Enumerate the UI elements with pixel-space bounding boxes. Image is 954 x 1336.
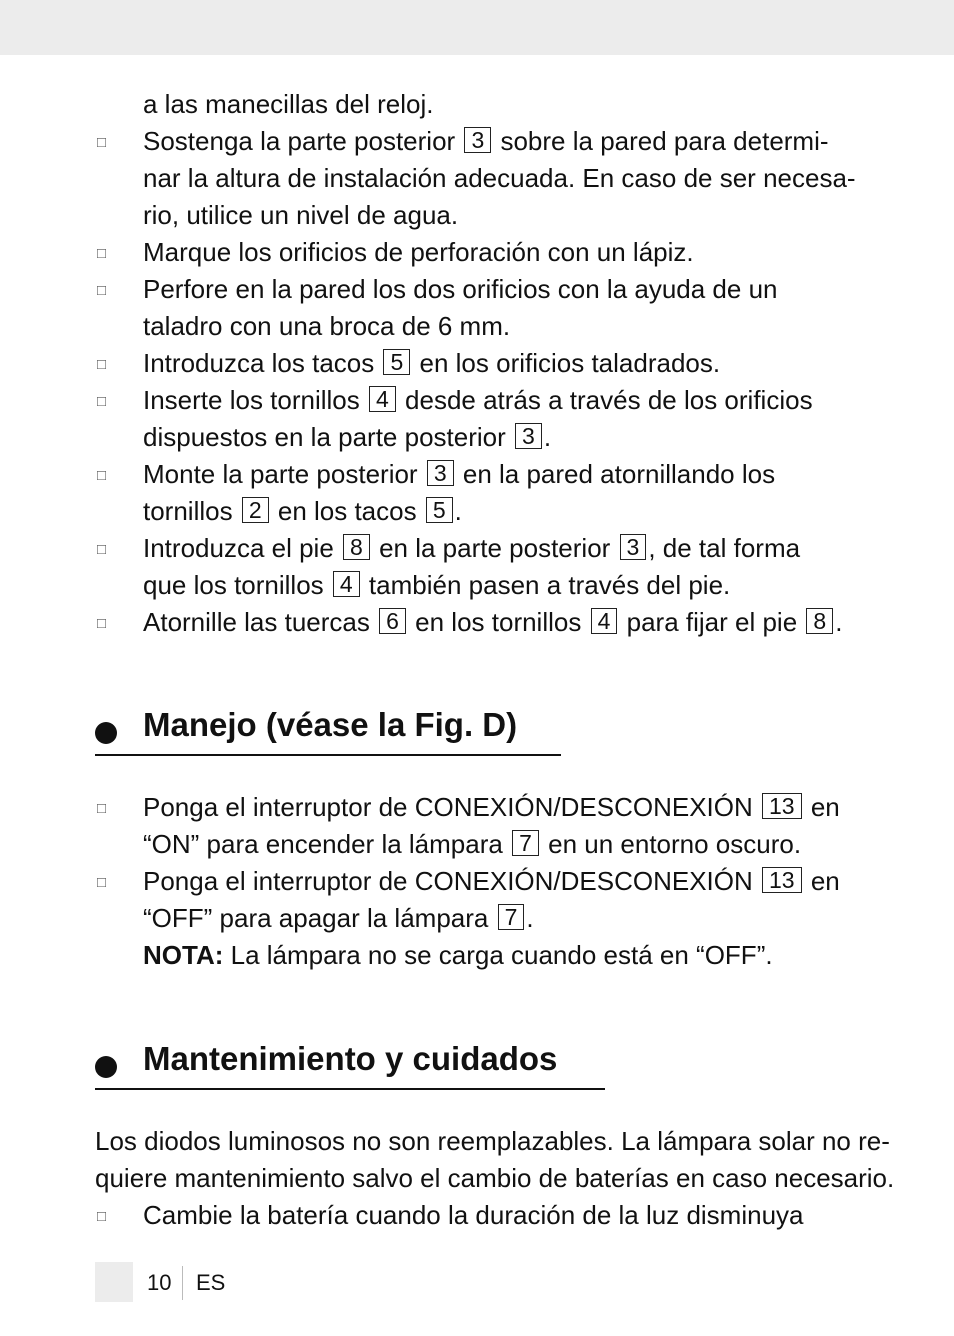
note-label: NOTA: — [143, 940, 224, 970]
page-header-band — [0, 0, 954, 55]
text-line: Inserte los tornillos 4 desde atrás a través de los orificios — [143, 385, 813, 415]
part-ref: 3 — [464, 127, 491, 153]
part-ref: 7 — [498, 904, 525, 930]
section-title: Manejo (véase la Fig. D) — [143, 706, 518, 743]
checkbox-bullet — [97, 876, 111, 890]
part-ref: 4 — [369, 386, 396, 412]
checkbox-bullet — [97, 395, 111, 409]
text-line: tornillos 2 en los tacos 5 . — [143, 496, 462, 526]
text-line: Sostenga la parte posterior 3 sobre la pared para determi- — [143, 126, 829, 156]
language-code: ES — [196, 1270, 226, 1295]
text-line: Introduzca los tacos 5 en los orificios taladrados. — [143, 348, 721, 378]
note-line: NOTA: La lámpara no se carga cuando está en “OFF”. — [143, 940, 773, 970]
checkbox-bullet — [97, 543, 111, 557]
text-line: Monte la parte posterior 3 en la pared atornillando los — [143, 459, 776, 489]
text-line: Cambie la batería cuando la duración de la luz disminuya — [143, 1200, 804, 1230]
part-ref: 4 — [591, 608, 618, 634]
section-title: Mantenimiento y cuidados — [143, 1040, 558, 1077]
heading-bullet-icon — [95, 722, 117, 744]
checkbox-bullet — [97, 617, 111, 631]
part-ref: 4 — [333, 571, 360, 597]
section-heading-manejo — [95, 706, 561, 756]
text-line: Ponga el interruptor de CONEXIÓN/DESCONEXIÓN 13 en — [143, 866, 840, 896]
part-ref: 3 — [515, 423, 542, 449]
footer-divider — [182, 1266, 183, 1300]
checkbox-bullet — [97, 247, 111, 261]
part-ref: 3 — [620, 534, 647, 560]
text-line: rio, utilice un nivel de agua. — [143, 200, 459, 230]
part-ref: 8 — [806, 608, 833, 634]
section-heading-mantenimiento — [95, 1040, 605, 1090]
part-ref: 7 — [512, 830, 539, 856]
text-line: Perfore en la pared los dos orificios con la ayuda de un — [143, 274, 778, 304]
footer-marker — [95, 1262, 133, 1302]
text-line: Ponga el interruptor de CONEXIÓN/DESCONEXIÓN 13 en — [143, 792, 840, 822]
text-line: dispuestos en la parte posterior 3 . — [143, 422, 552, 452]
part-ref: 2 — [242, 497, 269, 523]
page-number: 10 — [147, 1270, 172, 1295]
checkbox-bullet — [97, 802, 111, 816]
paragraph-line: Los diodos luminosos no son reemplazables. La lámpara solar no re- — [95, 1126, 890, 1156]
part-ref: 5 — [383, 349, 410, 375]
text-line: a las manecillas del reloj. — [143, 89, 434, 119]
text-line: nar la altura de instalación adecuada. En caso de ser necesa- — [143, 163, 856, 193]
text-line: que los tornillos 4 también pasen a través del pie. — [143, 570, 731, 600]
checkbox-bullet — [97, 469, 111, 483]
text-line: Atornille las tuercas 6 en los tornillos 4 para fijar el pie 8 . — [143, 607, 843, 637]
heading-bullet-icon — [95, 1056, 117, 1078]
part-ref: 13 — [762, 867, 802, 893]
text-line: Marque los orificios de perforación con un lápiz. — [143, 237, 694, 267]
text-line: taladro con una broca de 6 mm. — [143, 311, 511, 341]
part-ref: 13 — [762, 793, 802, 819]
checkbox-bullet — [97, 136, 111, 150]
paragraph-line: quiere mantenimiento salvo el cambio de baterías en caso necesario. — [95, 1163, 895, 1193]
part-ref: 5 — [426, 497, 453, 523]
part-ref: 3 — [427, 460, 454, 486]
checkbox-bullet — [97, 358, 111, 372]
text-line: “ON” para encender la lámpara 7 en un entorno oscuro. — [143, 829, 802, 859]
text-line: Introduzca el pie 8 en la parte posterior 3 , de tal forma — [143, 533, 801, 563]
text-line: “OFF” para apagar la lámpara 7 . — [143, 903, 534, 933]
checkbox-bullet — [97, 1210, 111, 1224]
checkbox-bullet — [97, 284, 111, 298]
part-ref: 6 — [379, 608, 406, 634]
part-ref: 8 — [343, 534, 370, 560]
